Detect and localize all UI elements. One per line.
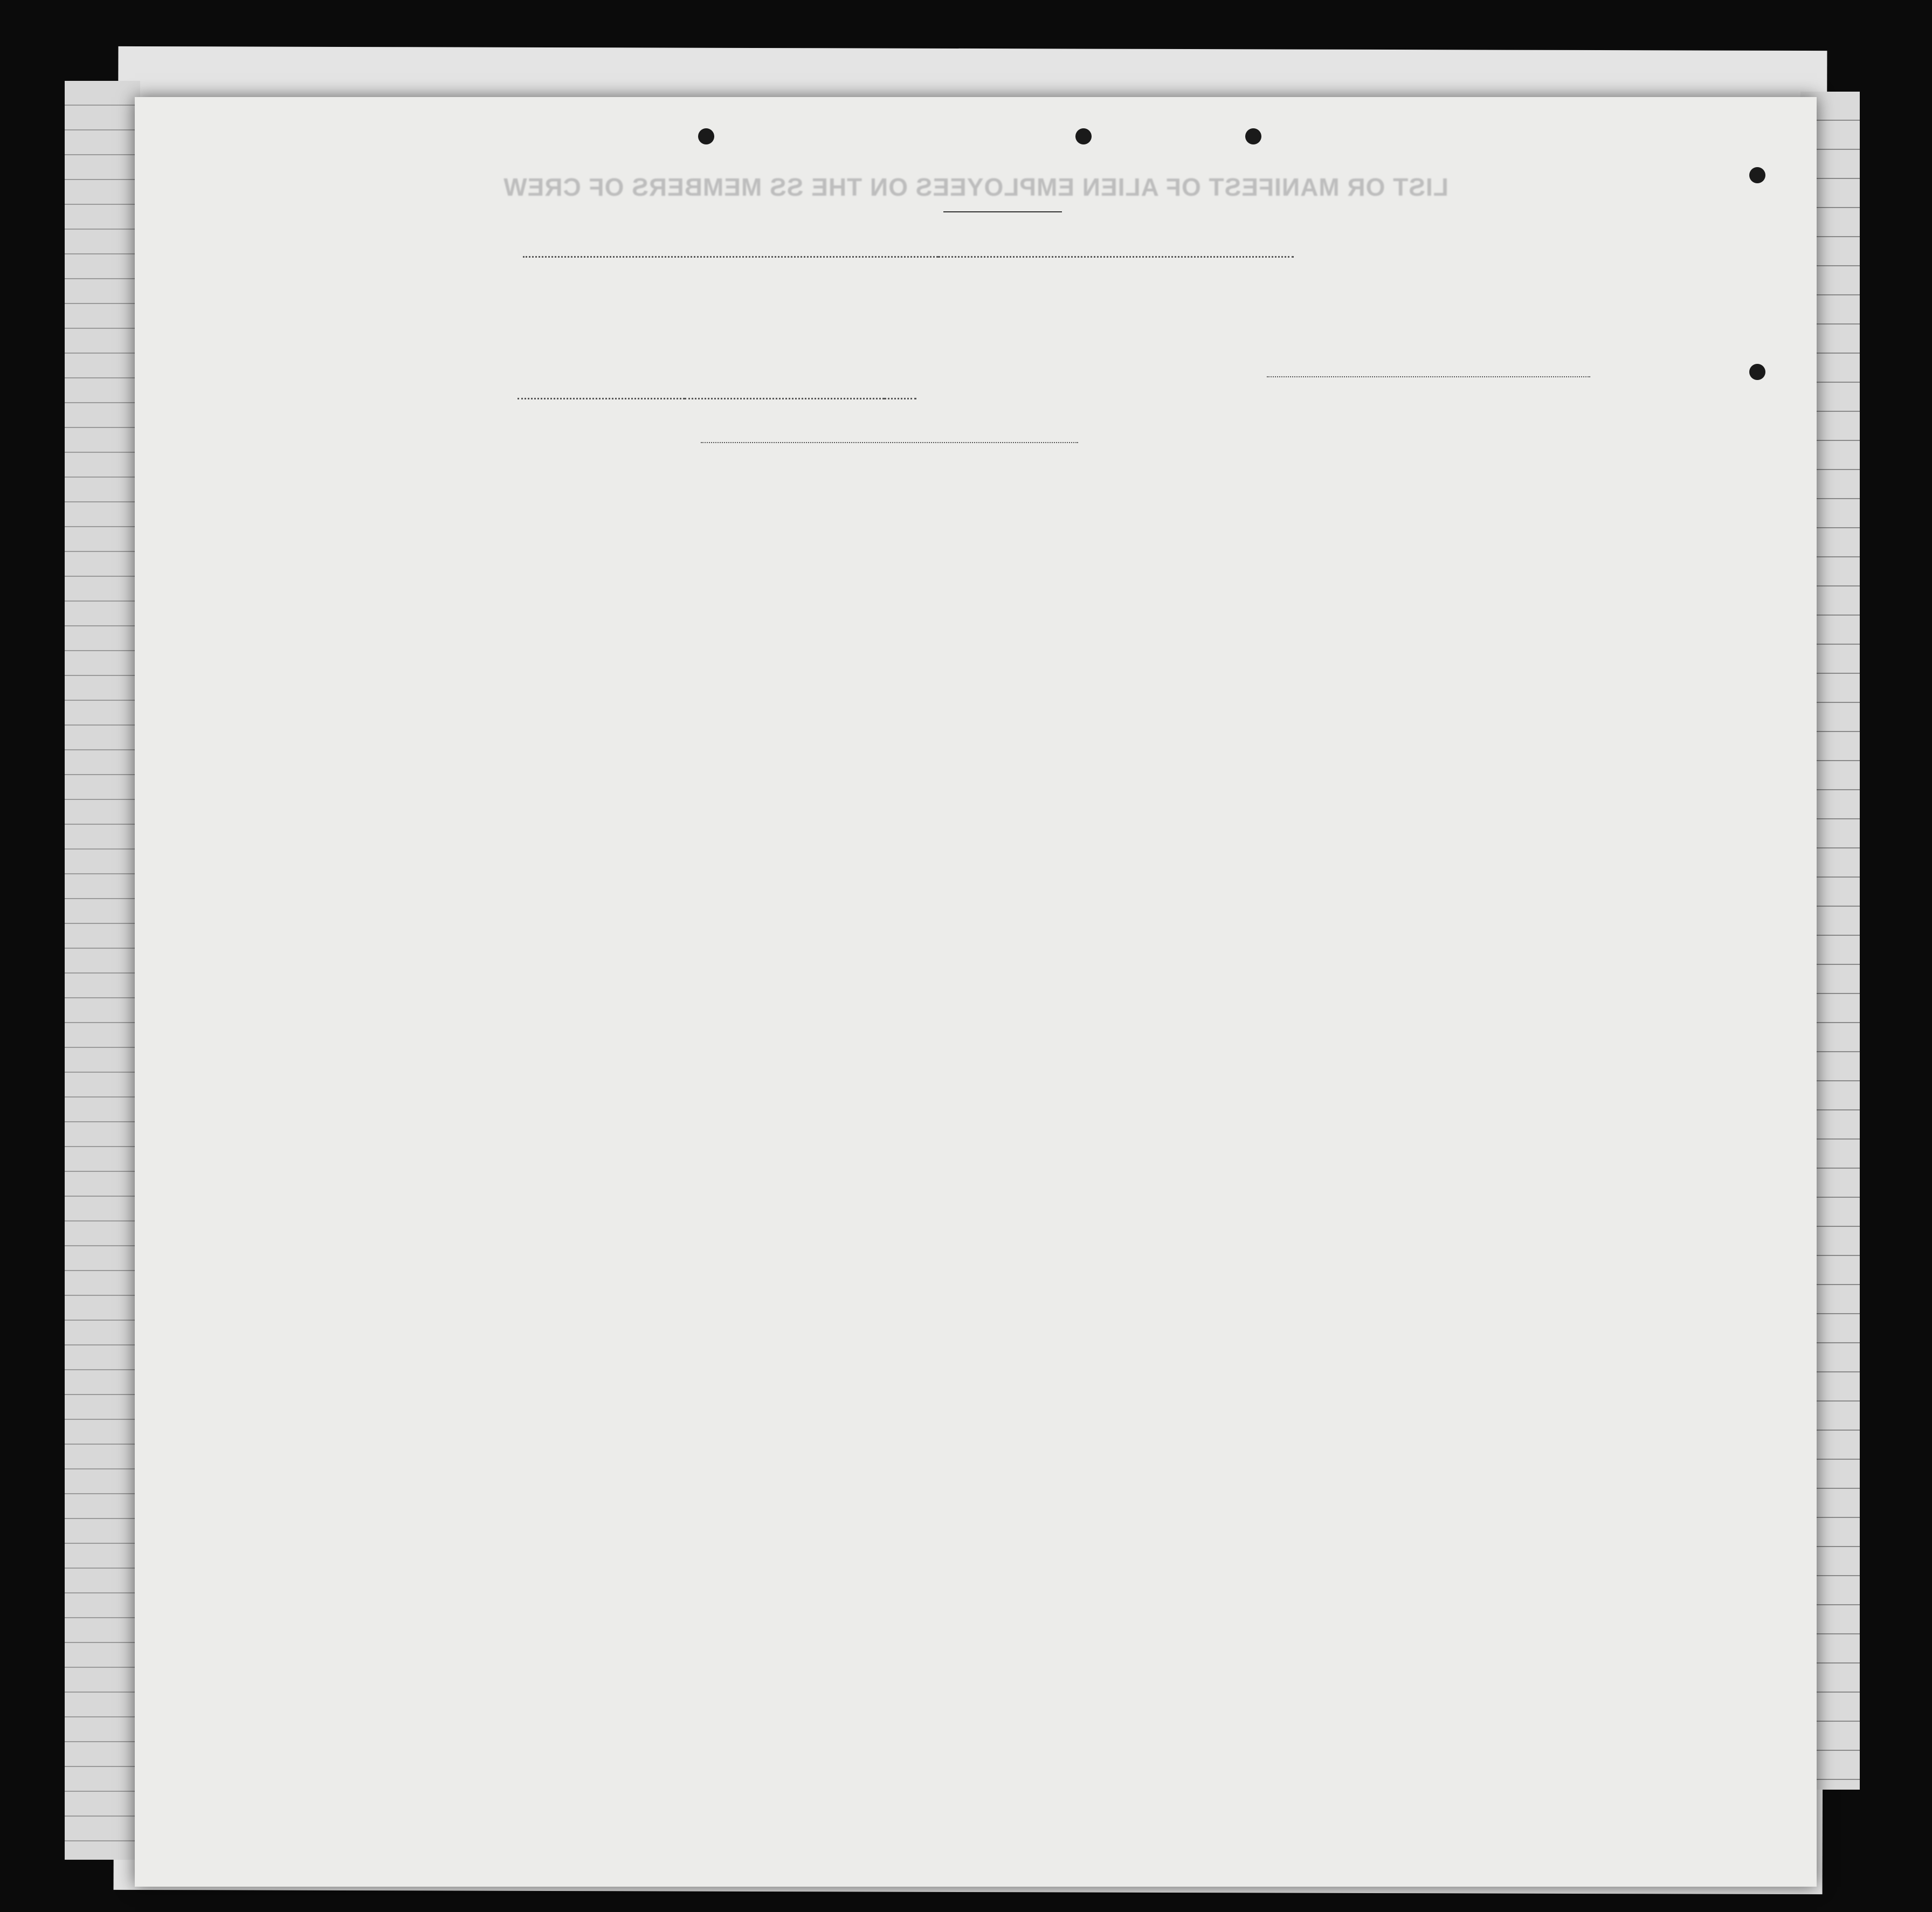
sworn-line	[518, 385, 916, 404]
signature-line	[1267, 376, 1590, 377]
left-ledger-strip	[65, 81, 140, 1860]
bleed-through-header: LIST OR MANIFEST OF ALIEN EMPLOYEES ON THE SS MEMBERS OF CREW	[503, 173, 1448, 201]
punch-hole	[1075, 128, 1092, 144]
punch-hole	[698, 128, 714, 144]
affidavit-line-1	[523, 244, 1294, 262]
inspector-line	[701, 442, 1078, 443]
title-rule	[943, 211, 1062, 212]
punch-hole	[1245, 128, 1261, 144]
manifest-page	[135, 97, 1817, 1887]
punch-hole	[1749, 364, 1765, 380]
